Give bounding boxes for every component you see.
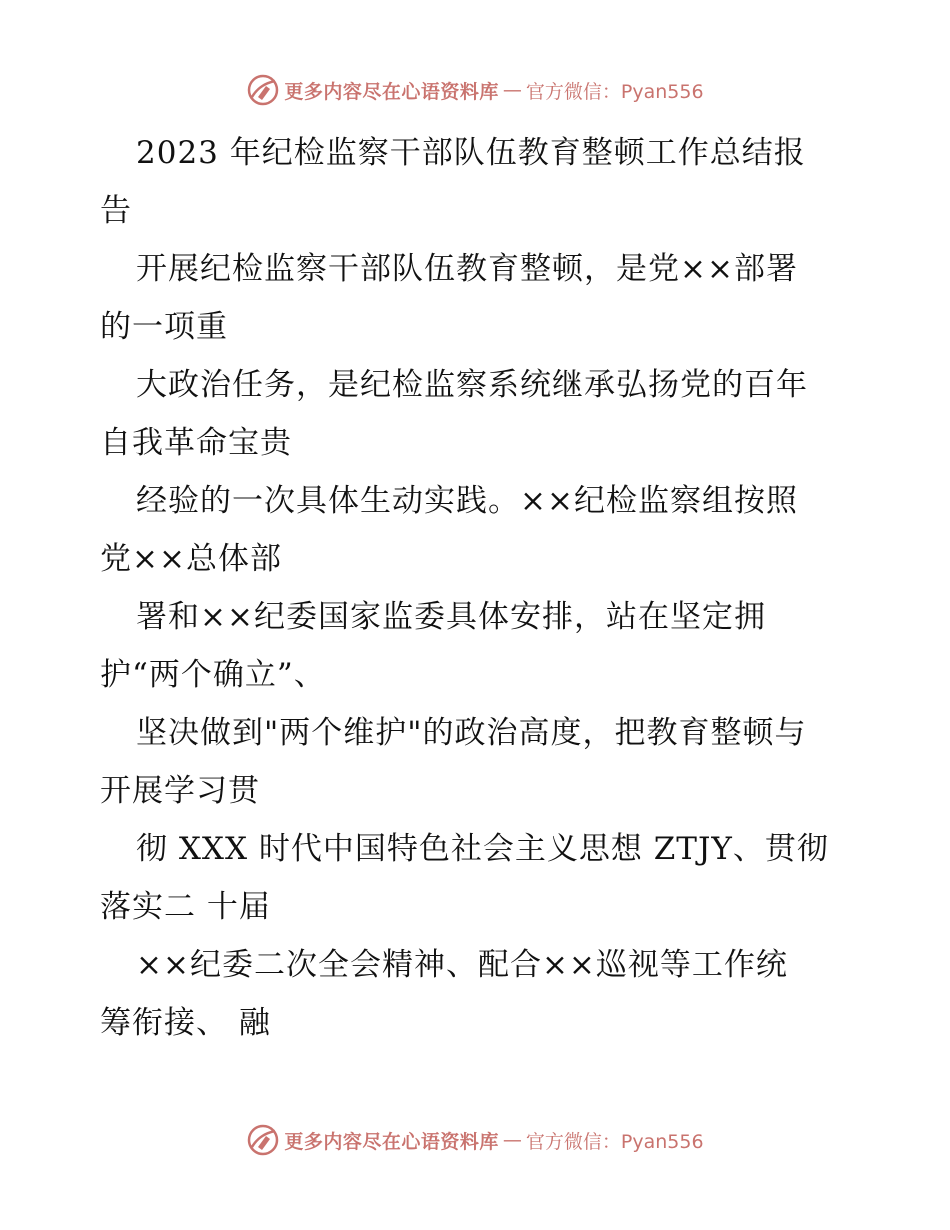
document-line: 落实二 十届: [100, 889, 271, 925]
watermark-separator: —: [502, 79, 522, 101]
document-line: 自我革命宝贵: [100, 425, 292, 461]
document-line: 彻 XXX 时代中国特色社会主义思想 ZTJY、贯彻: [136, 831, 829, 867]
document-line: 开展纪检监察干部队伍教育整顿，是党××部署: [136, 251, 798, 287]
brand-logo-icon: [246, 1123, 280, 1157]
document-line: 的一项重: [100, 309, 228, 345]
document-line: 经验的一次具体生动实践。××纪检监察组按照: [136, 483, 798, 519]
document-line: ××纪委二次全会精神、配合××巡视等工作统: [136, 947, 788, 983]
document-line: 开展学习贯: [100, 773, 260, 809]
watermark-footer: [0, 1120, 950, 1160]
brand-logo-icon: [246, 73, 280, 107]
document-line: 党××总体部: [100, 541, 282, 577]
watermark-text: 更多内容尽在心语资料库: [284, 1130, 499, 1153]
watermark-text: 更多内容尽在心语资料库: [284, 80, 499, 103]
document-line: 护“两个确立”、: [100, 657, 326, 693]
document-line: 告: [100, 193, 132, 229]
watermark-contact: 官方微信：Pyan556: [525, 80, 704, 103]
document-body: [100, 124, 860, 1052]
watermark-separator: —: [502, 1129, 522, 1151]
document-line: 大政治任务，是纪检监察系统继承弘扬党的百年: [136, 367, 808, 403]
document-line: 坚决做到"两个维护"的政治高度，把教育整顿与: [136, 715, 807, 751]
watermark-contact: 官方微信：Pyan556: [525, 1130, 704, 1153]
document-line: 署和××纪委国家监委具体安排，站在坚定拥: [136, 599, 766, 635]
document-line: 2023 年纪检监察干部队伍教育整顿工作总结报: [136, 135, 806, 171]
document-line: 筹衔接、 融: [100, 1005, 271, 1041]
watermark-header: [0, 70, 950, 110]
